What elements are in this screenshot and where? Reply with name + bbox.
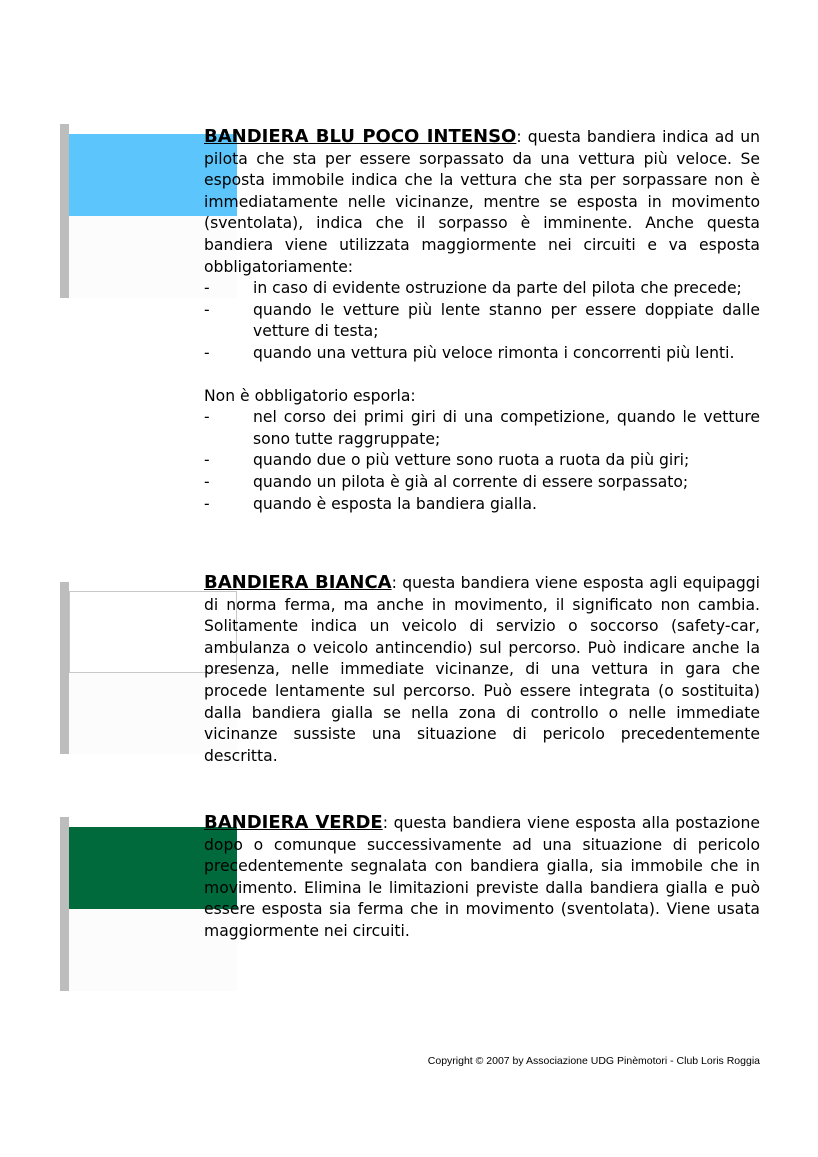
list-item-text: quando le vetture più lente stanno per essere doppiate dalle vetture di testa;	[253, 300, 760, 341]
list-item	[204, 278, 760, 300]
list-marker: -	[204, 451, 210, 470]
flag-pole	[60, 817, 69, 991]
copyright-footer: Copyright © 2007 by Associazione UDG Pinèmotori - Club Loris Roggia	[427, 1055, 760, 1067]
list-item-text: quando una vettura più veloce rimonta i concorrenti più lenti.	[253, 343, 735, 362]
white-flag-description: questa bandiera viene esposta agli equipaggi di norma ferma, ma anche in movimento, il significato non cambia. Solitamente indica un veicolo di servizio o soccorso (safety-car, ambulanza o veicolo antincendio) sul percorso. Può indicare anche la presenza, nelle immediate vicinanze, di una vettura in gara che procede lentamente sul percorso. Può essere integrata (o sostituita) dalla bandiera gialla se nella zona di controllo o nelle immediate vicinanze sussiste una situazione di pericolo precedentemente descritta.	[204, 574, 760, 765]
green-flag-heading: BANDIERA VERDE	[204, 812, 383, 833]
blue-flag-intro	[204, 126, 760, 278]
heading-colon: :	[382, 814, 388, 832]
flag-pole	[60, 124, 69, 298]
list-item-text: in caso di evidente ostruzione da parte del pilota che precede;	[253, 279, 742, 298]
white-flag-heading: BANDIERA BIANCA	[204, 572, 392, 593]
blue-flag-heading: BANDIERA BLU POCO INTENSO	[204, 126, 517, 147]
heading-colon: :	[391, 574, 397, 592]
list-item	[204, 494, 760, 516]
list-marker: -	[204, 408, 210, 427]
list-marker: -	[204, 279, 210, 298]
green-flag-description: questa bandiera viene esposta alla postazione dopo o comunque successivamente ad una situazione di pericolo precedentemente segnalata con bandiera gialla, sia immobile che in movimento. Elimina le limitazioni previste dalla bandiera gialla e può essere esposta sia ferma che in movimento (sventolata). Viene usata maggiormente nei circuiti.	[204, 814, 760, 940]
list-item	[204, 300, 760, 343]
list-marker: -	[204, 343, 210, 362]
list-item-text: quando è esposta la bandiera gialla.	[253, 494, 537, 513]
list-item	[204, 407, 760, 450]
list-item	[204, 472, 760, 494]
heading-colon: :	[516, 128, 522, 146]
list-item	[204, 450, 760, 472]
list-item-text: nel corso dei primi giri di una competizione, quando le vetture sono tutte raggruppate;	[253, 408, 760, 448]
green-flag-section	[204, 812, 760, 943]
list-marker: -	[204, 300, 210, 319]
list-item-text: quando un pilota è già al corrente di essere sorpassato;	[253, 472, 689, 491]
list-item	[204, 343, 760, 365]
not-mandatory-intro: Non è obbligatorio esporla:	[204, 386, 416, 405]
not-mandatory-list	[204, 407, 760, 515]
flag-pole	[60, 582, 69, 754]
white-flag-paragraph	[204, 572, 760, 767]
green-flag-paragraph	[204, 812, 760, 943]
list-marker: -	[204, 472, 210, 491]
blue-flag-description: questa bandiera indica ad un pilota che sta per essere sorpassato da una vettura più veloce. Se esposta immobile indica che la vettura che sta per sorpassare non è immediatamente nelle vicinanze, mentre se esposta in movimento (sventolata), indica che il sorpasso è imminente. Anche questa bandiera viene utilizzata maggiormente nei circuiti e va esposta obbligatoriamente:	[204, 128, 761, 276]
list-item-text: quando due o più vetture sono ruota a ruota da più giri;	[253, 451, 690, 470]
blue-flag-section	[204, 126, 760, 515]
list-marker: -	[204, 494, 210, 513]
mandatory-list	[204, 278, 760, 364]
white-flag-section	[204, 572, 760, 767]
